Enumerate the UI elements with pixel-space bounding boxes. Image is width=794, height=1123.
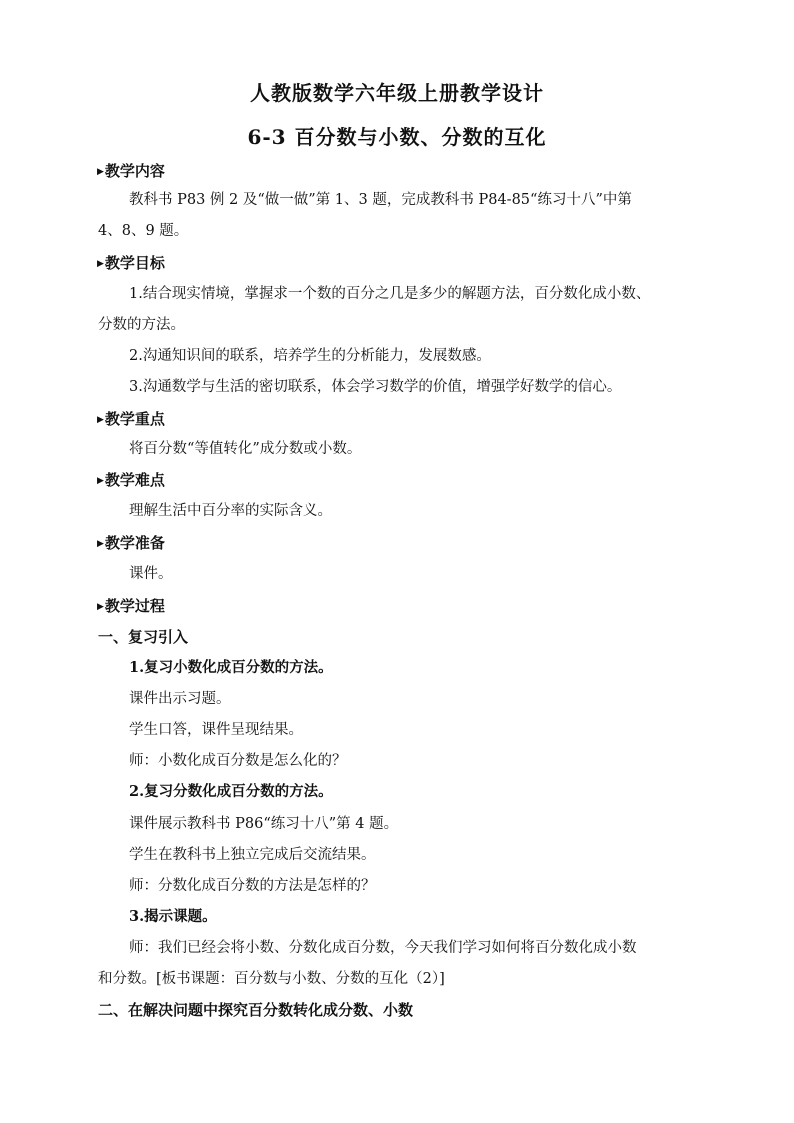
- step-title: 3.揭示课题。: [129, 908, 217, 925]
- section-heading-label: 教学内容: [104, 162, 165, 180]
- step-title: 1.复习小数化成百分数的方法。: [129, 659, 333, 676]
- triangle-bullet-icon: ▶: [97, 415, 104, 425]
- step-title: 2.复习分数化成百分数的方法。: [129, 783, 333, 800]
- section-heading-label: 教学目标: [104, 254, 165, 272]
- paragraph-line: 2.沟通知识间的联系，培养学生的分析能力，发展数感。: [129, 348, 491, 364]
- paragraph-line: 课件。: [129, 566, 173, 582]
- triangle-bullet-icon: ▶: [97, 167, 104, 177]
- triangle-bullet-icon: ▶: [97, 539, 104, 549]
- paragraph-line: 教科书 P83 例 2 及“做一做”第 1、3 题，完成教科书 P84-85“练习十八”中第: [129, 192, 632, 208]
- paragraph-line: 4、8、9 题。: [98, 223, 189, 239]
- document-title: 人教版数学六年级上册教学设计: [250, 81, 544, 105]
- paragraph-line: 学生口答，课件呈现结果。: [129, 722, 303, 738]
- paragraph-line: 师：分数化成百分数的方法是怎样的？: [129, 878, 376, 894]
- paragraph-line: 学生在教科书上独立完成后交流结果。: [129, 847, 376, 863]
- section-heading-content: [97, 161, 165, 182]
- part-title: 二、在解决问题中探究百分数转化成分数、小数: [98, 1001, 414, 1019]
- paragraph-line: 课件展示教科书 P86“练习十八”第 4 题。: [129, 816, 399, 832]
- paragraph-line: 1.结合现实情境，掌握求一个数的百分之几是多少的解题方法，百分数化成小数、: [129, 286, 651, 302]
- paragraph-line: 理解生活中百分率的实际含义。: [129, 503, 332, 519]
- paragraph-line: 课件出示习题。: [129, 691, 231, 707]
- section-heading-process: [97, 596, 165, 617]
- triangle-bullet-icon: ▶: [97, 602, 104, 612]
- section-heading-difficulties: [97, 470, 165, 491]
- paragraph-line: 和分数。[板书课题：百分数与小数、分数的互化（2）]: [98, 971, 445, 987]
- section-heading-label: 教学难点: [104, 471, 165, 489]
- paragraph-line: 师：我们已经会将小数、分数化成百分数，今天我们学习如何将百分数化成小数: [129, 940, 637, 956]
- section-heading-label: 教学准备: [104, 534, 165, 552]
- lesson-title: 6-3 百分数与小数、分数的互化: [247, 125, 547, 149]
- section-heading-label: 教学过程: [104, 597, 165, 615]
- part-title: 一、复习引入: [98, 628, 189, 646]
- paragraph-line: 将百分数“等值转化”成分数或小数。: [129, 441, 362, 457]
- paragraph-line: 分数的方法。: [98, 317, 185, 333]
- triangle-bullet-icon: ▶: [97, 259, 104, 269]
- section-heading-preparation: [97, 533, 165, 554]
- paragraph-line: 3.沟通数学与生活的密切联系，体会学习数学的价值，增强学好数学的信心。: [129, 379, 622, 395]
- section-heading-goals: [97, 253, 165, 274]
- section-heading-key-points: [97, 409, 165, 430]
- triangle-bullet-icon: ▶: [97, 476, 104, 486]
- section-heading-label: 教学重点: [104, 410, 165, 428]
- paragraph-line: 师：小数化成百分数是怎么化的？: [129, 753, 347, 769]
